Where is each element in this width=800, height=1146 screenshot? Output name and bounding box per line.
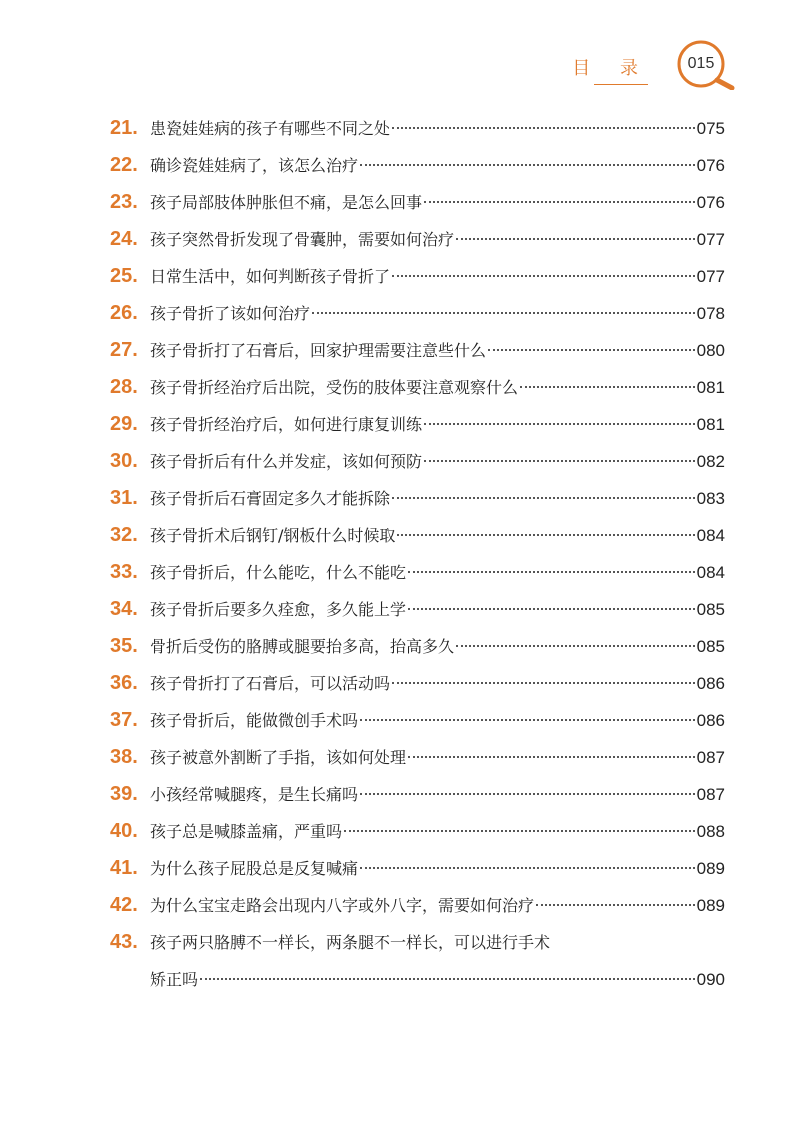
entry-number: 30. <box>110 450 138 472</box>
dot-leader <box>488 349 695 351</box>
toc-entry[interactable] <box>110 554 725 591</box>
dot-leader <box>392 497 695 499</box>
dot-leader <box>360 719 695 721</box>
entry-page: 088 <box>696 822 725 841</box>
entry-page: 086 <box>696 674 725 693</box>
toc-entry[interactable] <box>110 776 725 813</box>
entry-page: 077 <box>696 230 725 249</box>
entry-title: 孩子骨折后石膏固定多久才能拆除 <box>150 489 391 508</box>
toc-entry[interactable] <box>110 850 725 887</box>
dot-leader <box>408 571 695 573</box>
entry-title: 孩子两只胳膊不一样长，两条腿不一样长，可以进行手术 <box>150 933 551 952</box>
entry-number: 37. <box>110 709 138 731</box>
entry-number: 34. <box>110 598 138 620</box>
entry-page: 081 <box>696 378 725 397</box>
entry-title: 日常生活中，如何判断孩子骨折了 <box>150 267 391 286</box>
dot-leader <box>392 127 695 129</box>
entry-number: 26. <box>110 302 138 324</box>
toc-entry[interactable] <box>110 628 725 665</box>
entry-page: 081 <box>696 415 725 434</box>
dot-leader <box>424 201 695 203</box>
page-number: 015 <box>687 55 715 72</box>
toc-entry[interactable] <box>110 184 725 221</box>
entry-number: 32. <box>110 524 138 546</box>
toc-entry[interactable] <box>110 887 725 924</box>
entry-page: 076 <box>696 156 725 175</box>
entry-title: 孩子突然骨折发现了骨囊肿，需要如何治疗 <box>150 230 455 249</box>
dot-leader <box>312 312 695 314</box>
entry-number: 42. <box>110 894 138 916</box>
entry-page: 078 <box>696 304 725 323</box>
dot-leader <box>536 904 695 906</box>
entry-page: 080 <box>696 341 725 360</box>
dot-leader <box>408 756 695 758</box>
entry-page: 085 <box>696 600 725 619</box>
toc-entry[interactable] <box>110 480 725 517</box>
entry-title: 孩子总是喊膝盖痛，严重吗 <box>150 822 343 841</box>
toc-entry[interactable] <box>110 332 725 369</box>
dot-leader <box>360 867 695 869</box>
entry-number: 36. <box>110 672 138 694</box>
toc-entry[interactable] <box>110 443 725 480</box>
entry-title: 孩子骨折经治疗后，如何进行康复训练 <box>150 415 423 434</box>
entry-title: 孩子骨折打了石膏后，可以活动吗 <box>150 674 391 693</box>
entry-page: 076 <box>696 193 725 212</box>
entry-page: 083 <box>696 489 725 508</box>
entry-title: 孩子局部肢体肿胀但不痛，是怎么回事 <box>150 193 423 212</box>
entry-page: 085 <box>696 637 725 656</box>
entry-number: 22. <box>110 154 138 176</box>
dot-leader <box>456 238 695 240</box>
dot-leader <box>424 460 695 462</box>
entry-number: 38. <box>110 746 138 768</box>
entry-page: 087 <box>696 748 725 767</box>
entry-page: 087 <box>696 785 725 804</box>
entry-title: 孩子骨折了该如何治疗 <box>150 304 311 323</box>
entry-title: 为什么孩子屁股总是反复喊痛 <box>150 859 359 878</box>
dot-leader <box>520 386 695 388</box>
dot-leader <box>397 534 694 536</box>
entry-number: 43. <box>110 931 138 953</box>
entry-number: 23. <box>110 191 138 213</box>
dot-leader <box>200 978 695 980</box>
entry-number: 33. <box>110 561 138 583</box>
toc-entry[interactable] <box>110 813 725 850</box>
page-number-badge <box>660 40 760 90</box>
entry-number: 40. <box>110 820 138 842</box>
toc-entry[interactable] <box>110 295 725 332</box>
entry-number: 27. <box>110 339 138 361</box>
entry-number: 24. <box>110 228 138 250</box>
entry-page: 084 <box>696 563 725 582</box>
toc-entry[interactable] <box>110 110 725 147</box>
entry-page: 082 <box>696 452 725 471</box>
entry-title: 孩子骨折后要多久痊愈，多久能上学 <box>150 600 407 619</box>
entry-title: 孩子骨折后，什么能吃，什么不能吃 <box>150 563 407 582</box>
entry-title: 确诊瓷娃娃病了，该怎么治疗 <box>150 156 359 175</box>
page-header <box>560 40 760 90</box>
entry-title: 患瓷娃娃病的孩子有哪些不同之处 <box>150 119 391 138</box>
entry-title-continued: 矫正吗 <box>150 970 199 989</box>
entry-title: 孩子骨折后，能做微创手术吗 <box>150 711 359 730</box>
entry-page: 089 <box>696 859 725 878</box>
entry-page: 086 <box>696 711 725 730</box>
entry-title: 孩子骨折后有什么并发症，该如何预防 <box>150 452 423 471</box>
entry-page: 090 <box>696 970 725 989</box>
toc-entry[interactable] <box>110 258 725 295</box>
dot-leader <box>408 608 695 610</box>
dot-leader <box>424 423 695 425</box>
entry-page: 075 <box>696 119 725 138</box>
dot-leader <box>360 793 695 795</box>
entry-number: 31. <box>110 487 138 509</box>
entry-title: 孩子骨折打了石膏后，回家护理需要注意些什么 <box>150 341 487 360</box>
entry-title: 孩子被意外割断了手指，该如何处理 <box>150 748 407 767</box>
entry-page: 077 <box>696 267 725 286</box>
entry-number: 41. <box>110 857 138 879</box>
toc-entry[interactable] <box>110 147 725 184</box>
entry-number: 28. <box>110 376 138 398</box>
toc-entry[interactable] <box>110 665 725 702</box>
toc-entry[interactable] <box>110 702 725 739</box>
toc-entry[interactable] <box>110 369 725 406</box>
toc-heading: 目 录 <box>572 58 650 79</box>
entry-title: 为什么宝宝走路会出现内八字或外八字，需要如何治疗 <box>150 896 535 915</box>
toc-entry[interactable] <box>110 406 725 443</box>
entry-number: 21. <box>110 117 138 139</box>
entry-page: 084 <box>696 526 725 545</box>
dot-leader <box>456 645 695 647</box>
heading-underline <box>594 84 648 85</box>
entry-title: 孩子骨折术后钢钉/钢板什么时候取 <box>150 526 396 545</box>
dot-leader <box>392 275 695 277</box>
toc-entry[interactable] <box>110 739 725 776</box>
dot-leader <box>392 682 695 684</box>
toc-entry[interactable] <box>110 221 725 258</box>
entry-title: 骨折后受伤的胳膊或腿要抬多高，抬高多久 <box>150 637 455 656</box>
toc-entry[interactable] <box>110 591 725 628</box>
dot-leader <box>344 830 695 832</box>
entry-number: 35. <box>110 635 138 657</box>
entry-number: 39. <box>110 783 138 805</box>
entry-title: 孩子骨折经治疗后出院，受伤的肢体要注意观察什么 <box>150 378 519 397</box>
toc-entry[interactable] <box>110 924 725 998</box>
toc-entry[interactable] <box>110 517 725 554</box>
entry-number: 29. <box>110 413 138 435</box>
entry-title: 小孩经常喊腿疼，是生长痛吗 <box>150 785 359 804</box>
table-of-contents <box>110 110 725 998</box>
entry-number: 25. <box>110 265 138 287</box>
entry-page: 089 <box>696 896 725 915</box>
dot-leader <box>360 164 695 166</box>
